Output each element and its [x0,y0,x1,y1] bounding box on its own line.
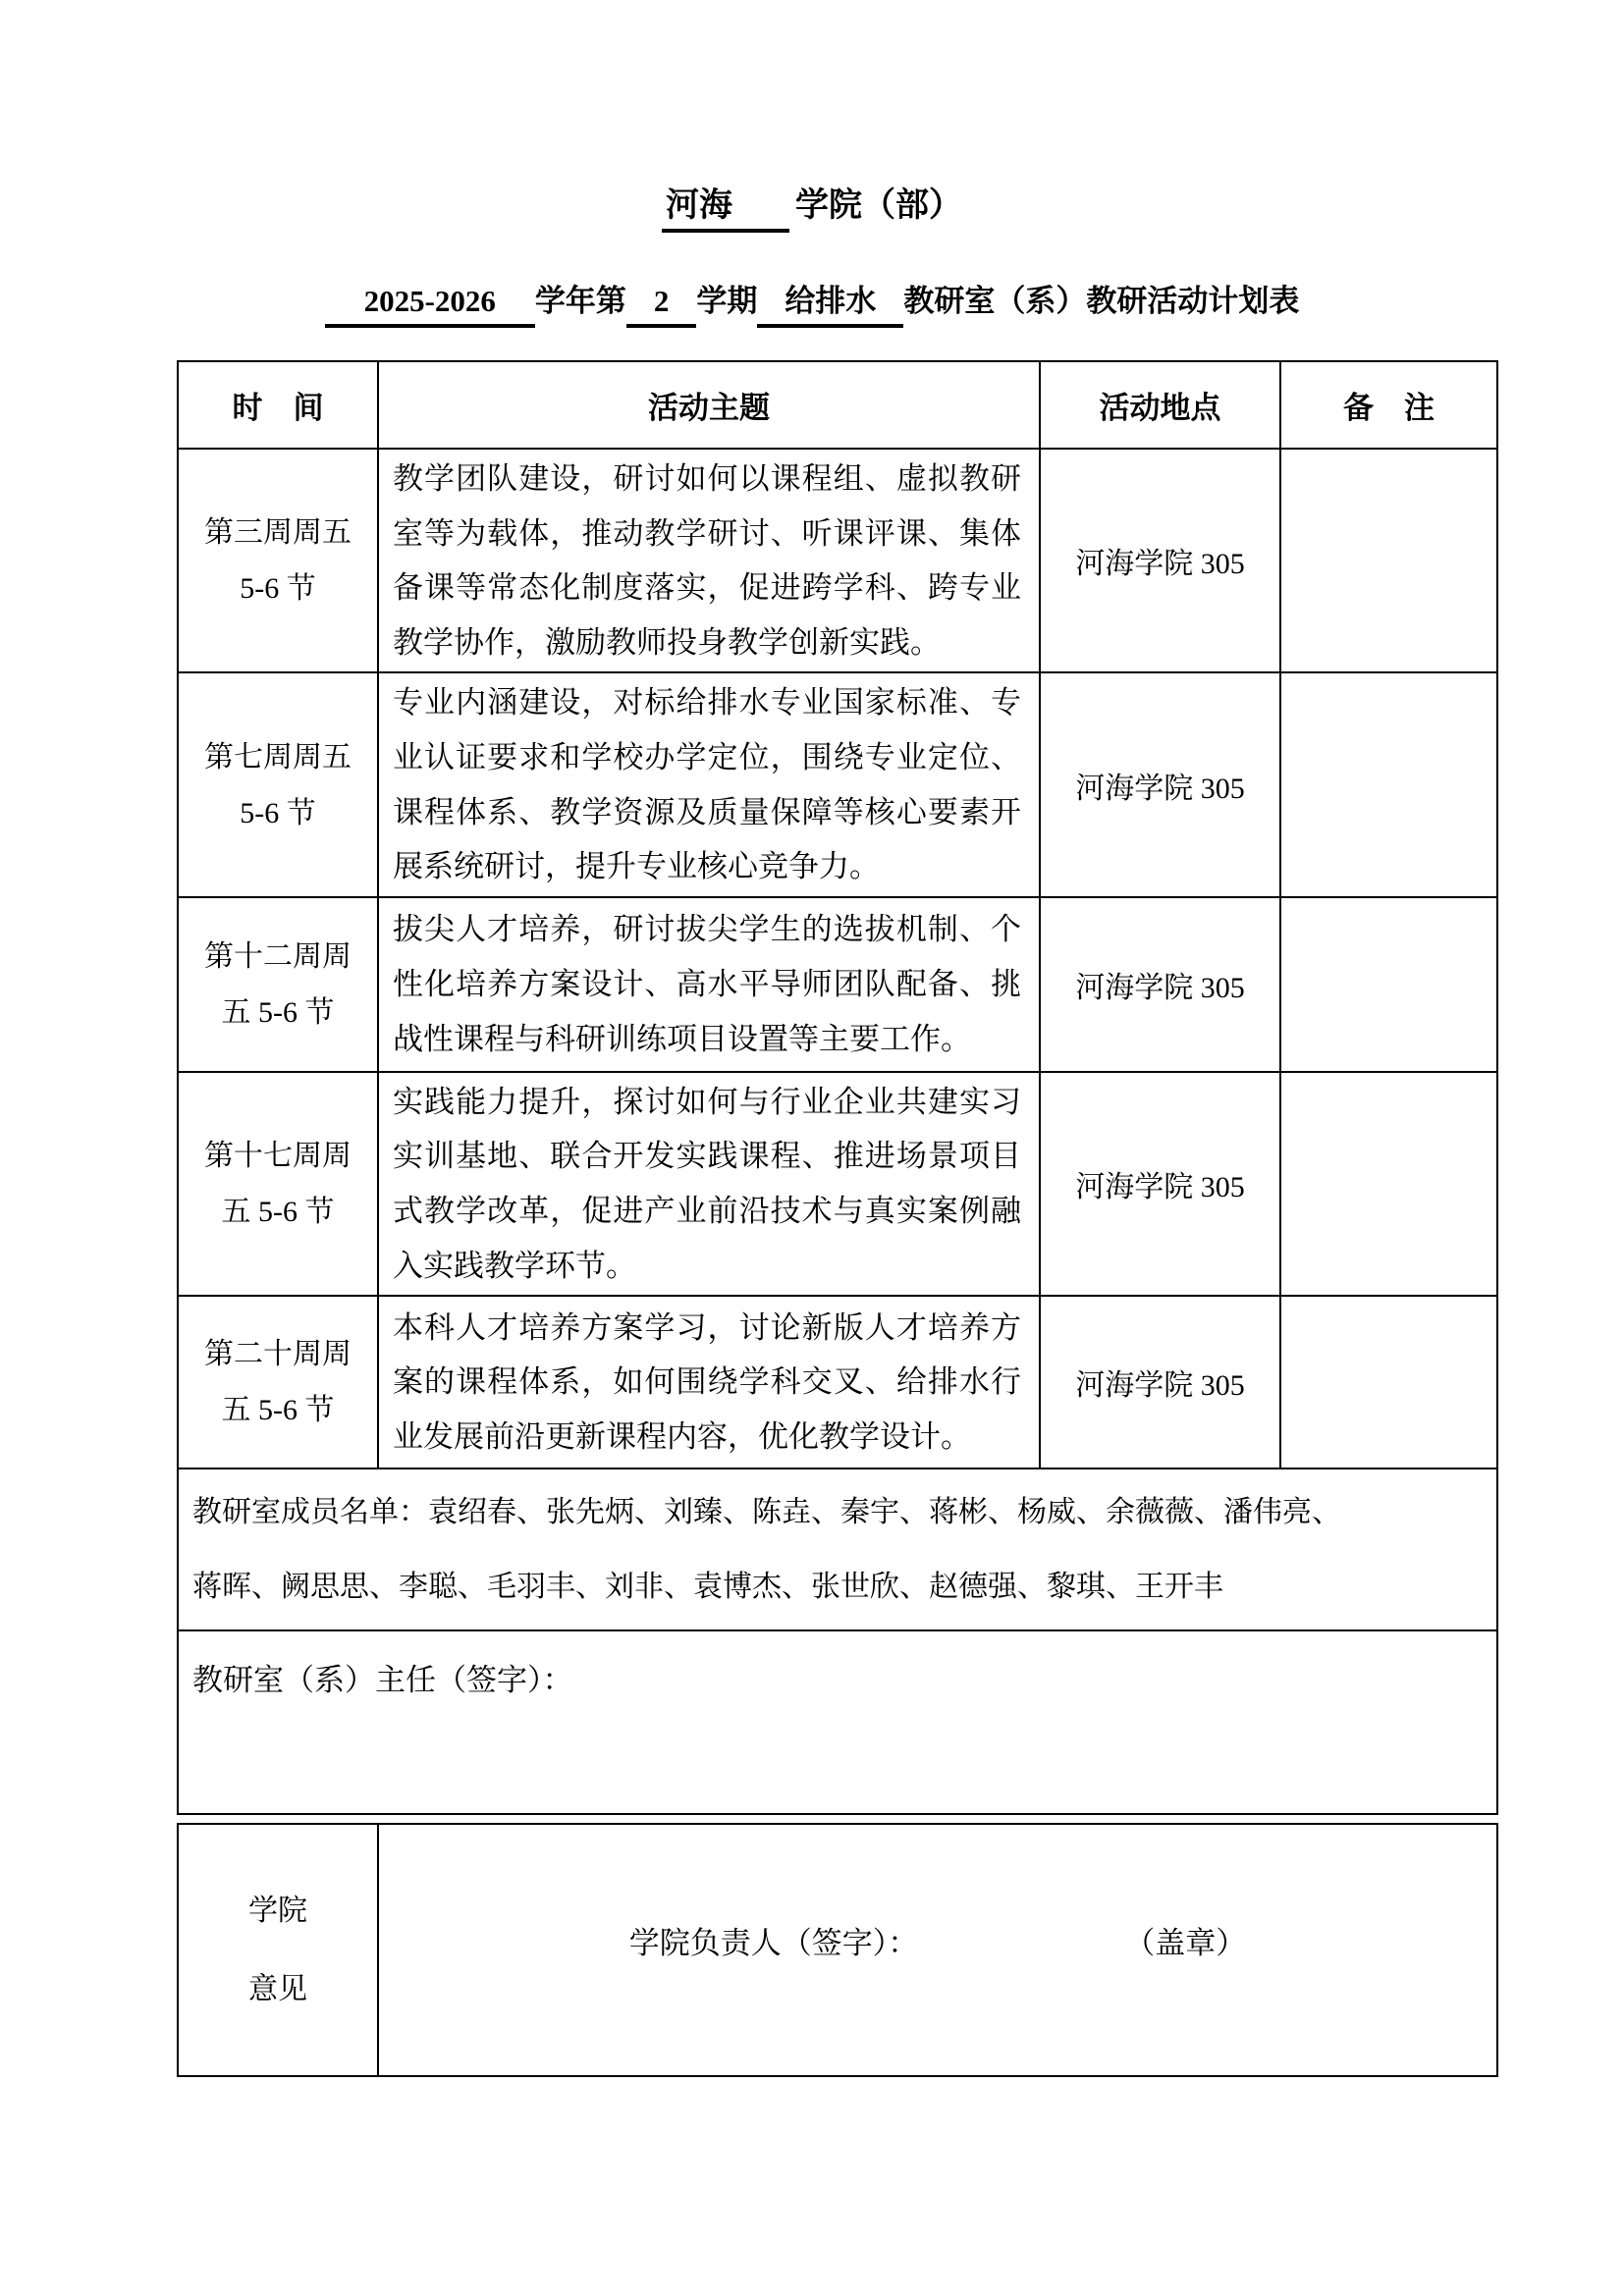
subtitle-label-1: 学年第 [534,284,626,318]
topic-cell: 拔尖人才培养，研讨拔尖学生的选拔机制、个性化培养方案设计、高水平导师团队配备、挑战性课程与科研训练项目设置等主要工作。 [378,897,1040,1072]
table-row [178,1072,1497,1296]
topic-cell: 本科人才培养方案学习，讨论新版人才培养方案的课程体系，如何围绕学科交叉、给排水行业发展前沿更新课程内容，优化教学设计。 [378,1296,1040,1468]
academic-year-blank: 2025-2026 [325,282,535,328]
table-header-row [178,361,1497,449]
location-cell: 河海学院 305 [1040,1072,1280,1296]
time-cell: 第十二周周五 5-6 节 [178,897,378,1072]
members-line-2: 蒋晖、阙思思、李聪、毛羽丰、刘非、袁博杰、张世欣、赵德强、黎琪、王开丰 [192,1570,1223,1603]
topic-cell: 实践能力提升，探讨如何与行业企业共建实习实训基地、联合开发实践课程、推进场景项目式教学改革，促进产业前沿技术与真实案例融入实践教学环节。 [378,1072,1040,1296]
college-opinion-table [177,1823,1498,2077]
note-cell [1280,897,1497,1072]
note-cell [1280,672,1497,896]
time-cell: 第二十周周五 5-6 节 [178,1296,378,1468]
title-suffix: 学院（部） [795,187,962,224]
table-row [178,897,1497,1072]
topic-cell: 教学团队建设，研讨如何以课程组、虚拟教研室等为载体，推动教学研讨、听课评课、集体备课等常态化制度落实，促进跨学科、跨专业教学协作，激励教师投身教学创新实践。 [378,449,1040,672]
time-cell: 第七周周五 5-6 节 [178,672,378,896]
opinion-label-line-1: 学院 [248,1894,307,1927]
document-title [0,0,1624,233]
document-subtitle [0,282,1624,328]
note-cell [1280,1072,1497,1296]
stamp-label: （盖章） [1124,1926,1247,1961]
subtitle-label-3: 教研室（系）教研活动计划表 [903,284,1300,318]
leader-signature-label: 学院负责人（签字）： [628,1926,919,1961]
subtitle-label-2: 学期 [696,284,758,318]
college-opinion-row [178,1824,1497,2076]
college-name-blank [662,185,789,233]
members-list [178,1468,1497,1630]
college-name: 河海 [666,187,732,224]
table-row [178,672,1497,896]
time-cell: 第三周周五 5-6 节 [178,449,378,672]
term-blank: 2 [626,282,697,328]
table-row [178,449,1497,672]
college-opinion-label [178,1824,378,2076]
members-line-1: 教研室成员名单：袁绍春、张先炳、刘臻、陈垚、秦宇、蒋彬、杨威、余薇薇、潘伟亮、 [192,1495,1341,1528]
college-opinion-body [378,1824,1497,2076]
location-cell: 河海学院 305 [1040,449,1280,672]
column-header-location: 活动地点 [1040,361,1280,449]
topic-cell: 专业内涵建设，对标给排水专业国家标准、专业认证要求和学校办学定位，围绕专业定位、课程体系、教学资源及质量保障等核心要素开展系统研讨，提升专业核心竞争力。 [378,672,1040,896]
note-cell [1280,1296,1497,1468]
activity-plan-table [177,360,1498,1815]
members-row [178,1468,1497,1630]
time-cell: 第十七周周五 5-6 节 [178,1072,378,1296]
note-cell [1280,449,1497,672]
column-header-time: 时 间 [178,361,378,449]
column-header-topic: 活动主题 [378,361,1040,449]
column-header-note: 备 注 [1280,361,1497,449]
location-cell: 河海学院 305 [1040,1296,1280,1468]
location-cell: 河海学院 305 [1040,897,1280,1072]
leader-signature-line [380,1918,1495,1962]
director-signature-label: 教研室（系）主任（签字）： [178,1630,1497,1814]
director-signature-row [178,1630,1497,1814]
opinion-label-line-2: 意见 [248,1972,307,2005]
department-blank: 给排水 [757,282,903,328]
table-row [178,1296,1497,1468]
location-cell: 河海学院 305 [1040,672,1280,896]
